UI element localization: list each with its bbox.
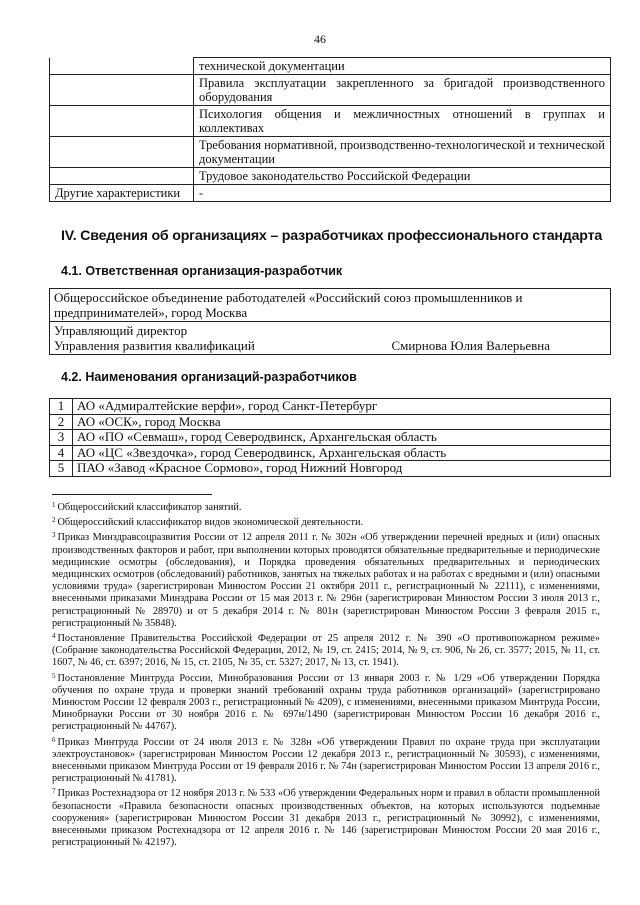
footnote: [52, 514, 600, 529]
table-cell-label: [50, 168, 194, 185]
developers-table: [49, 398, 611, 477]
row-number: 1: [50, 399, 73, 415]
skills-table: [49, 57, 611, 202]
footnote-text: Постановление Правительства Российской Федерации от 25 апреля 2012 г. № 390 «О противопожарном режиме» (Собрание законодательства Российской Федерации, 2012, № 19, ст. 2415; 2014, № 9, ст. 906, № 26, ст. 3577; 2015, № 11, ст. 1607, № 46, ст. 6397; 2016, № 15, ст. 2105, № 35, ст. 5327; 2017, № 13, ст. 1941).: [52, 633, 600, 669]
footnote: [52, 630, 600, 670]
table-row: [50, 168, 611, 185]
footnote: [52, 499, 600, 514]
responsible-org-table: [49, 288, 611, 355]
footnote: [52, 670, 600, 734]
table-row: [50, 289, 611, 322]
table-row: [50, 185, 611, 202]
position-line-1: Управляющий директор: [54, 323, 188, 338]
table-row: [50, 58, 611, 75]
row-number: 2: [50, 414, 73, 430]
table-cell-value: Правила эксплуатации закрепленного за бригадой производственного оборудования: [194, 75, 611, 106]
table-row: [50, 414, 611, 430]
table-row: [50, 75, 611, 106]
footnote-separator: [52, 494, 212, 495]
subsection-title-4-1: 4.1. Ответственная организация-разработчик: [61, 264, 343, 278]
table-row: [50, 137, 611, 168]
subsection-title-4-2: 4.2. Наименования организаций-разработчиков: [61, 370, 357, 384]
org-name: Общероссийское объединение работодателей «Российский союз промышленников и предпринимателей», город Москва: [50, 289, 611, 322]
footnote-number: 2: [52, 516, 56, 525]
developer-name: АО «ЦС «Звездочка», город Северодвинск, Архангельская область: [73, 445, 611, 461]
footnote: [52, 734, 600, 786]
footnote: [52, 785, 600, 849]
table-cell-value: Психология общения и межличностных отношений в группах и коллективах: [194, 106, 611, 137]
table-row: [50, 461, 611, 477]
developer-name: АО «ПО «Севмаш», город Северодвинск, Архангельская область: [73, 430, 611, 446]
footnote: [52, 529, 600, 630]
footnote-number: 5: [52, 671, 56, 680]
row-number: 3: [50, 430, 73, 446]
table-cell-value: Трудовое законодательство Российской Федерации: [194, 168, 611, 185]
table-cell-value: технической документации: [194, 58, 611, 75]
footnote-number: 4: [52, 632, 56, 641]
developer-name: АО «ОСК», город Москва: [73, 414, 611, 430]
table-cell-label: [50, 106, 194, 137]
footnote-text: Общероссийский классификатор видов экономической деятельности.: [57, 517, 364, 529]
footnote-text: Постановление Минтруда России, Минобразования России от 13 января 2003 г. № 1/29 «Об утверждении Порядка обучения по охране труда и проверки знаний требований охраны труда работников организаций» (зарегистрировано Минюстом России 12 февраля 2003 г., регистрационный № 4209), с изменениями, внесенными приказом Минтруда России, Минобрнауки России от 30 ноября 2016 г. № 697н/1490 (зарегистрирован Минюстом России 16 декабря 2016 г., регистрационный № 44767).: [52, 672, 600, 733]
footnote-text: Общероссийский классификатор занятий.: [57, 502, 242, 513]
section-title: IV. Сведения об организациях – разработчиках профессионального стандарта: [61, 228, 603, 244]
row-number: 5: [50, 461, 73, 477]
table-cell-label: [50, 58, 194, 75]
footnote-number: 1: [52, 501, 56, 509]
footnote-text: Приказ Ростехнадзора от 12 ноября 2013 г. № 533 «Об утверждении Федеральных норм и правил в области промышленной безопасности «Правила безопасности опасных производственных объектов, на которых используются подъемные сооружения» (зарегистрирован Минюстом России 31 декабря 2013 г., регистрационный № 30992), с изменениями, внесенными приказом Ростехнадзора от 12 апреля 2016 г. № 146 (зарегистрирован Минюстом России 20 мая 2016 г., регистрационный № 42197).: [52, 788, 600, 849]
page-number: 46: [314, 32, 326, 46]
table-row: [50, 106, 611, 137]
table-cell-label: [50, 75, 194, 106]
footnotes: [52, 499, 600, 849]
footnote-text: Приказ Минтруда России от 24 июля 2013 г. № 328н «Об утверждении Правил по охране труда при эксплуатации электроустановок» (зарегистрирован Минюстом России 12 декабря 2013 г., регистрационный № 30593), с изменениями, внесенными приказом Минтруда России от 19 февраля 2016 г. № 74н (зарегистрирован Минюстом России 13 апреля 2016 г., регистрационный № 41781).: [52, 736, 600, 785]
footnote-number: 6: [52, 735, 56, 744]
footnote-number: 3: [52, 531, 56, 540]
person-name: Смирнова Юлия Валерьевна: [391, 338, 550, 353]
table-row: [50, 399, 611, 415]
table-cell-label: [50, 137, 194, 168]
table-cell-label: Другие характеристики: [50, 185, 194, 202]
table-row: [50, 445, 611, 461]
table-cell-value: -: [194, 185, 611, 202]
org-position-cell: [50, 322, 611, 355]
footnote-number: 7: [52, 787, 56, 796]
position-line-2: Управления развития квалификаций: [54, 338, 255, 353]
table-row: [50, 322, 611, 355]
table-row: [50, 430, 611, 446]
developer-name: ПАО «Завод «Красное Сормово», город Нижний Новгород: [73, 461, 611, 477]
footnote-text: Приказ Минздравсоцразвития России от 12 апреля 2011 г. № 302н «Об утверждении перечней вредных и (или) опасных производственных факторов и работ, при выполнении которых проводятся обязательные предварительные и периодические медицинские осмотры (обследования), и Порядка проведения обязательных предварительных и периодических медицинских осмотров (обследований) работников, занятых на тяжелых работах и на работах с вредными и (или) опасными условиями труда» (зарегистрирован Минюстом России 21 октября 2011 г., регистрационный № 22111), с изменениями, внесенными приказами Минздрава России от 15 мая 2013 г. № 296н (зарегистрирован Минюстом России 3 июля 2013 г., регистрационный № 28970) и от 5 декабря 2014 г. № 801н (зарегистрирован Минюстом России 3 февраля 2015 г., регистрационный № 35848).: [52, 532, 600, 629]
position-row: [54, 338, 606, 353]
table-cell-value: Требования нормативной, производственно-технологической и технической документации: [194, 137, 611, 168]
row-number: 4: [50, 445, 73, 461]
developer-name: АО «Адмиралтейские верфи», город Санкт-Петербург: [73, 399, 611, 415]
